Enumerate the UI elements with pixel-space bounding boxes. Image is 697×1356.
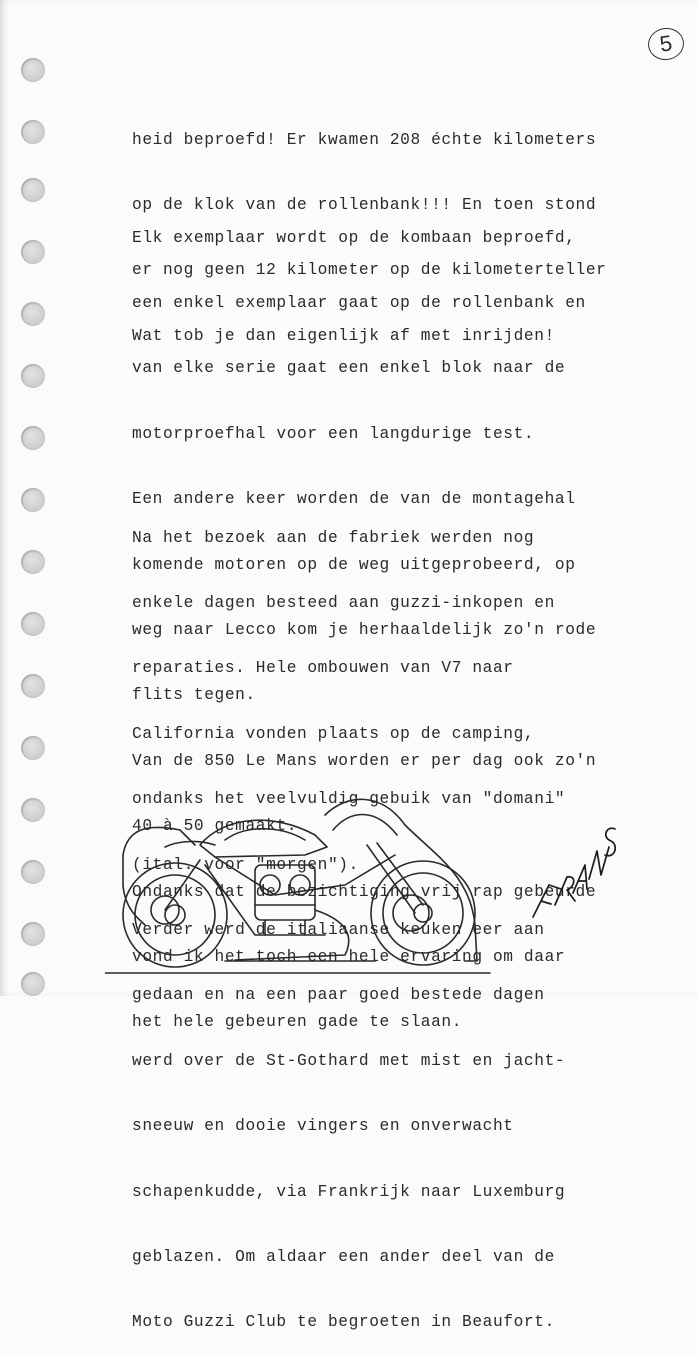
text-line: Verder werd de italiaanse keuken eer aan <box>132 920 545 939</box>
binder-hole <box>21 488 45 512</box>
text-line: California vonden plaats op de camping, <box>132 724 535 743</box>
binder-hole <box>21 550 45 574</box>
text-line: op de klok van de rollenbank!!! En toen stond <box>132 195 597 214</box>
binder-hole <box>21 972 45 996</box>
binder-hole <box>21 240 45 264</box>
rear-wheel <box>123 863 227 967</box>
text-line: een enkel exemplaar gaat op de rollenbank en <box>132 293 586 312</box>
binder-hole <box>21 364 45 388</box>
binder-hole <box>21 798 45 822</box>
binder-hole <box>21 178 45 202</box>
binder-hole <box>21 120 45 144</box>
binder-hole <box>21 612 45 636</box>
signature-frans <box>515 815 625 925</box>
text-line: Een andere keer worden de van de montagehal <box>132 490 576 509</box>
page-number: 5 <box>646 26 686 63</box>
text-line: sneeuw en dooie vingers en onverwacht <box>132 1117 514 1136</box>
binder-hole <box>21 860 45 884</box>
text-line: reparaties. Hele ombouwen van V7 naar <box>132 659 514 678</box>
text-line: het hele gebeuren gade te slaan. <box>132 1013 463 1032</box>
text-line: enkele dagen besteed aan guzzi-inkopen en <box>132 593 555 612</box>
text-line: Elk exemplaar wordt op de kombaan beproefd, <box>132 228 576 247</box>
text-line: heid beproefd! Er kwamen 208 échte kilometers <box>132 130 597 149</box>
text-line: ondanks het veelvuldig gebuik van "domani" <box>132 790 566 809</box>
text-line: (ital. voor "morgen"). <box>132 855 359 874</box>
text-line: er nog geen 12 kilometer op de kilometerteller <box>132 261 607 280</box>
text-line: vond ik het toch een hele ervaring om daar <box>132 947 566 966</box>
text-line: weg naar Lecco kom je herhaaldelijk zo'n rode <box>132 620 597 639</box>
text-line: motorproefhal voor een langdurige test. <box>132 424 535 443</box>
text-line: Ondanks dat de bezichtiging vrij rap gebeurde <box>132 882 597 901</box>
text-line: flits tegen. <box>132 686 256 705</box>
binder-hole <box>21 674 45 698</box>
text-line: Na het bezoek aan de fabriek werden nog <box>132 528 535 547</box>
text-line: gedaan en na een paar goed bestede dagen <box>132 986 545 1005</box>
binder-hole <box>21 736 45 760</box>
binder-hole <box>21 58 45 82</box>
motorcycle-drawing <box>105 785 505 980</box>
text-line: schapenkudde, via Frankrijk naar Luxemburg <box>132 1182 566 1201</box>
text-line: werd over de St-Gothard met mist en jacht- <box>132 1051 566 1070</box>
binder-hole <box>21 426 45 450</box>
text-line: komende motoren op de weg uitgeprobeerd, op <box>132 555 576 574</box>
binder-hole <box>21 922 45 946</box>
text-line: van elke serie gaat een enkel blok naar de <box>132 359 566 378</box>
fuel-tank <box>200 820 327 857</box>
front-wheel <box>371 861 475 965</box>
text-line: Van de 850 Le Mans worden er per dag ook zo'n <box>132 751 597 770</box>
text-line: Moto Guzzi Club te begroeten in Beaufort. <box>132 1313 555 1332</box>
text-line: Wat tob je dan eigenlijk af met inrijden! <box>132 326 555 345</box>
text-line: geblazen. Om aldaar een ander deel van de <box>132 1247 555 1266</box>
binder-hole <box>21 302 45 326</box>
text-line: 40 à 50 gemaakt. <box>132 817 298 836</box>
